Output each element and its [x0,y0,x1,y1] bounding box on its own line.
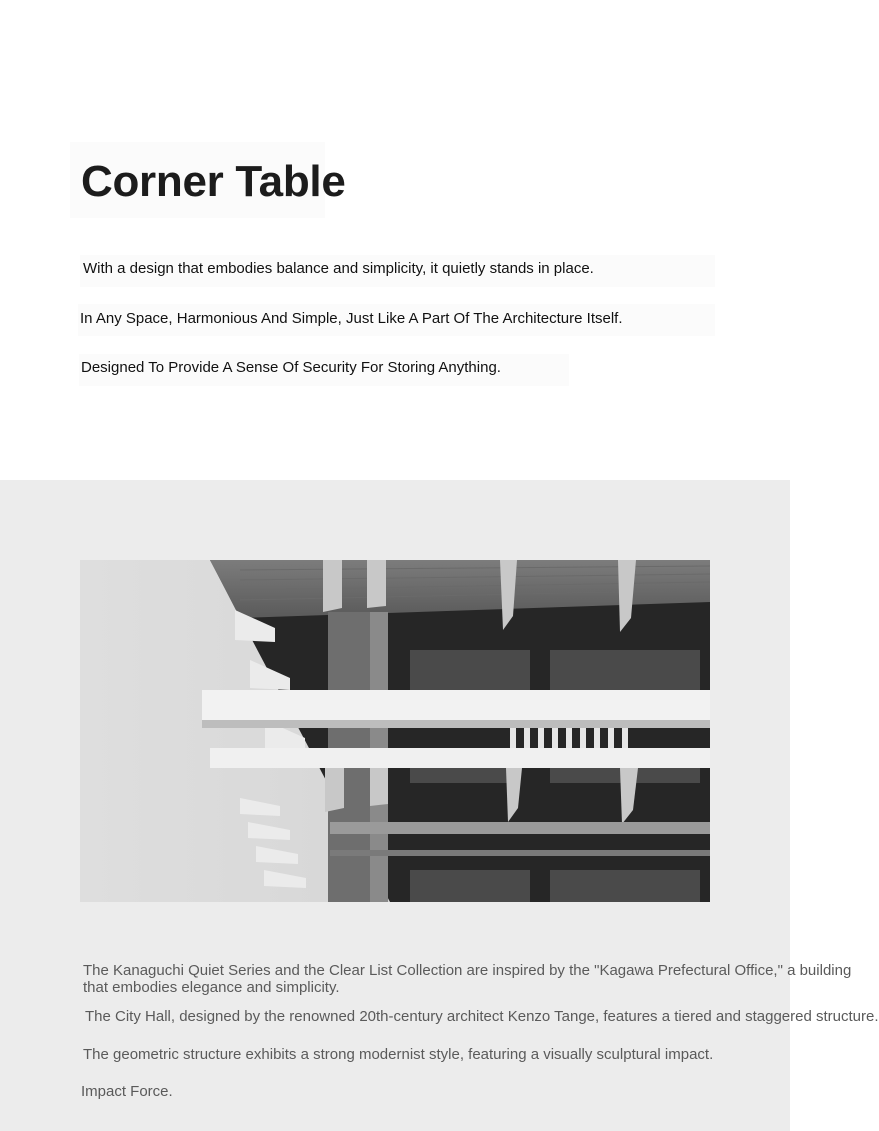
intro-line-balance: With a design that embodies balance and simplicity, it quietly stands in place. [83,260,594,277]
story-paragraph-geometric: The geometric structure exhibits a strong modernist style, featuring a visually sculptural impact. [83,1046,714,1063]
story-paragraph-kagawa [83,962,851,996]
intro-line-harmonious: In Any Space, Harmonious And Simple, Just Like A Part Of The Architecture Itself. [80,310,623,327]
story-paragraph-kagawa-line-2: that embodies elegance and simplicity. [83,979,340,996]
architecture-photo [80,560,710,902]
story-paragraph-impact: Impact Force. [81,1083,173,1100]
story-paragraph-kagawa-line-1: The Kanaguchi Quiet Series and the Clear List Collection are inspired by the "Kagawa Prefectural Office," a building [83,962,852,979]
story-paragraph-city-hall: The City Hall, designed by the renowned 20th-century architect Kenzo Tange, features a tiered and staggered structure. [85,1008,879,1025]
page-title: Corner Table [81,157,346,206]
intro-section [0,0,790,480]
intro-line-security: Designed To Provide A Sense Of Security For Storing Anything. [81,359,501,376]
architecture-section [0,480,879,1131]
